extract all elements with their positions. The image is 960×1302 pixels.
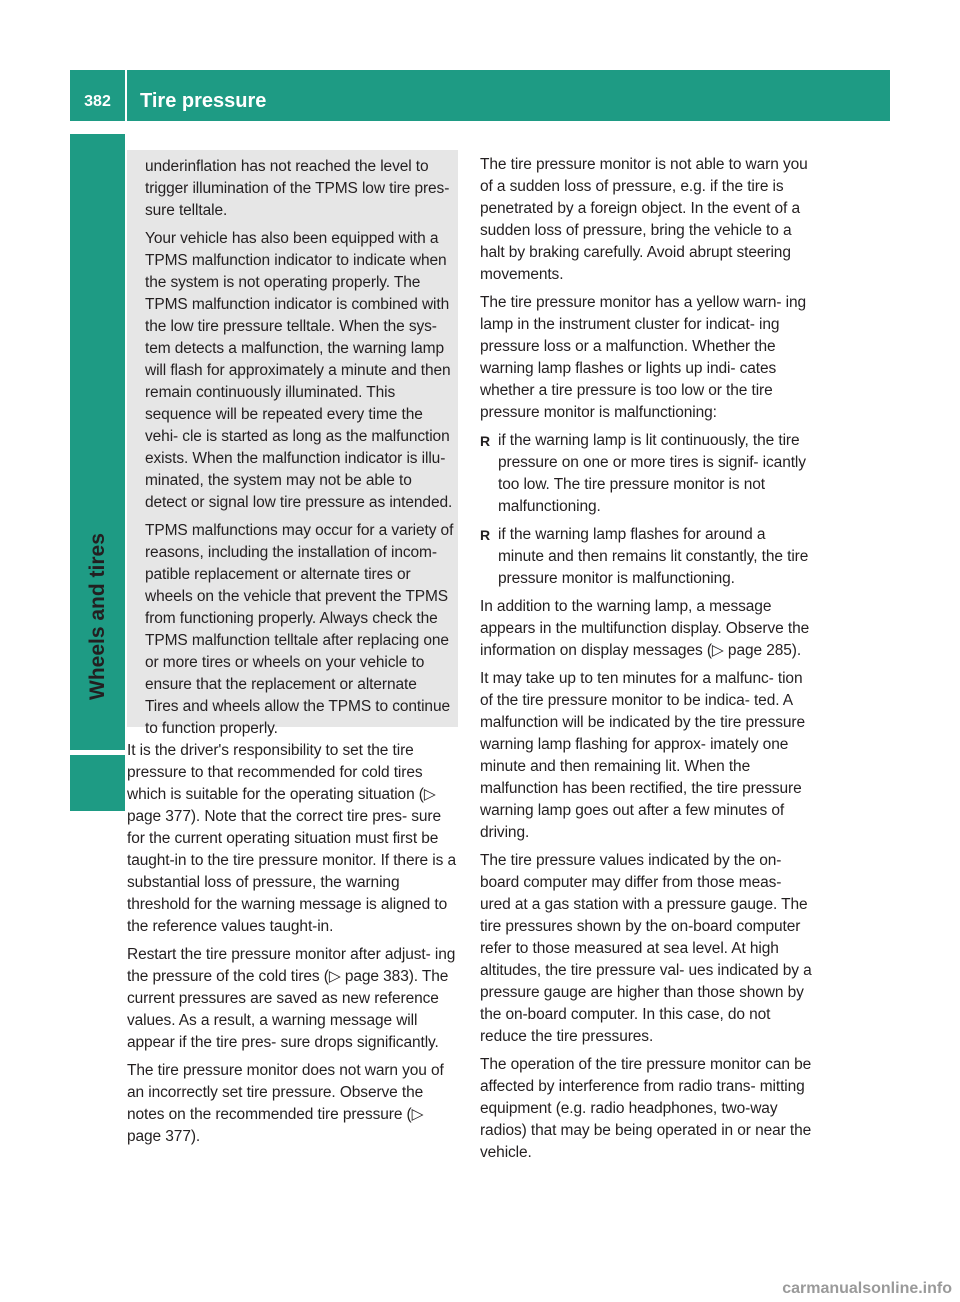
body-paragraph: The tire pressure monitor has a yellow warn- ing lamp in the instrument cluster for indicat- ing pressure loss or a malfunction. Whether the warning lamp flashes or lights up indi- cates whether a tire pressure is too low or the tire pressure monitor is malfunctioning: <box>480 294 807 421</box>
note-box-text <box>145 156 454 746</box>
page-number: 382 <box>84 93 111 110</box>
side-tab-label: Wheels and tires <box>86 533 109 700</box>
list-item-text: if the warning lamp flashes for around a minute and then remains lit constantly, the tire pressure monitor is malfunctioning. <box>498 526 809 587</box>
body-paragraph: It is the driver's responsibility to set the tire pressure to that recommended for cold tires which is suitable for the operating situation (▷ page 377). Note that the correct tire pres- sure for the current operating situation must first be taught-in to the tire pressure monitor. If there is a substantial loss of pressure, the warning threshold for the warning message is aligned to the reference values taught-in. <box>127 742 456 935</box>
list-item <box>480 430 813 518</box>
right-column <box>480 154 813 1170</box>
body-paragraph: The tire pressure values indicated by the on- board computer may differ from those meas- ured at a gas station with a pressure gauge. The tire pressures shown by the on-board computer refer to those measured at sea level. At high altitudes, the tire pressure val- ues indicated by a pressure gauge are higher than those shown by the on-board computer. In this case, do not reduce the tire pressures. <box>480 852 812 1045</box>
note-paragraph: underinflation has not reached the level to trigger illumination of the TPMS low tire pres- sure telltale. <box>145 158 450 219</box>
body-paragraph: The operation of the tire pressure monitor can be affected by interference from radio trans- mitting equipment (e.g. radio headphones, two-way radios) that may be being operated in or near the vehicle. <box>480 1056 812 1161</box>
bullet-icon: R <box>480 433 491 449</box>
watermark: carmanualsonline.info <box>782 1280 952 1297</box>
body-paragraph: It may take up to ten minutes for a malfunc- tion of the tire pressure monitor to be indica- ted. A malfunction will be indicated by the tire pressure warning lamp flashing for approx- imately one minute and then remaining lit. When the malfunction has been rectified, the tire pressure warning lamp goes out after a few minutes of driving. <box>480 670 805 841</box>
side-tab-block <box>70 755 125 811</box>
note-paragraph: TPMS malfunctions may occur for a variety of reasons, including the installation of incom- patible replacement or alternate tires or wheels on the vehicle that prevent the TPMS from functioning properly. Always check the TPMS malfunction telltale after replacing one or more tires or wheels on your vehicle to ensure that the replacement or alternate Tires and wheels allow the TPMS to continue to function properly. <box>145 522 454 737</box>
body-paragraph: Restart the tire pressure monitor after adjust- ing the pressure of the cold tires (▷ page 383). The current pressures are saved as new reference values. As a result, a warning message will appear if the tire pres- sure drops significantly. <box>127 946 456 1051</box>
body-paragraph: The tire pressure monitor is not able to warn you of a sudden loss of pressure, e.g. if the tire is penetrated by a foreign object. In the event of a sudden loss of pressure, bring the vehicle to a halt by braking carefully. Avoid abrupt steering movements. <box>480 156 808 283</box>
note-paragraph: Your vehicle has also been equipped with a TPMS malfunction indicator to indicate when the system is not operating properly. The TPMS malfunction indicator is combined with the low tire pressure telltale. When the sys- tem detects a malfunction, the warning lamp will flash for approximately a minute and then remain continuously illuminated. This sequence will be repeated every time the vehi- cle is started as long as the malfunction exists. When the malfunction indicator is illu- minated, the system may not be able to detect or signal low tire pressure as intended. <box>145 230 453 511</box>
bullet-list <box>480 430 813 590</box>
body-paragraph: The tire pressure monitor does not warn you of an incorrectly set tire pressure. Observe the notes on the recommended tire pressure (▷ page 377). <box>127 1062 444 1145</box>
list-item <box>480 524 813 590</box>
left-column <box>127 740 460 1154</box>
bullet-icon: R <box>480 527 491 543</box>
page-title: Tire pressure <box>140 90 267 112</box>
list-item-text: if the warning lamp is lit continuously, the tire pressure on one or more tires is signif- icantly too low. The tire pressure monitor is not malfunctioning. <box>498 432 806 515</box>
body-paragraph: In addition to the warning lamp, a message appears in the multifunction display. Observe the information on display messages (▷ page 285). <box>480 598 810 659</box>
header-divider <box>125 70 127 121</box>
